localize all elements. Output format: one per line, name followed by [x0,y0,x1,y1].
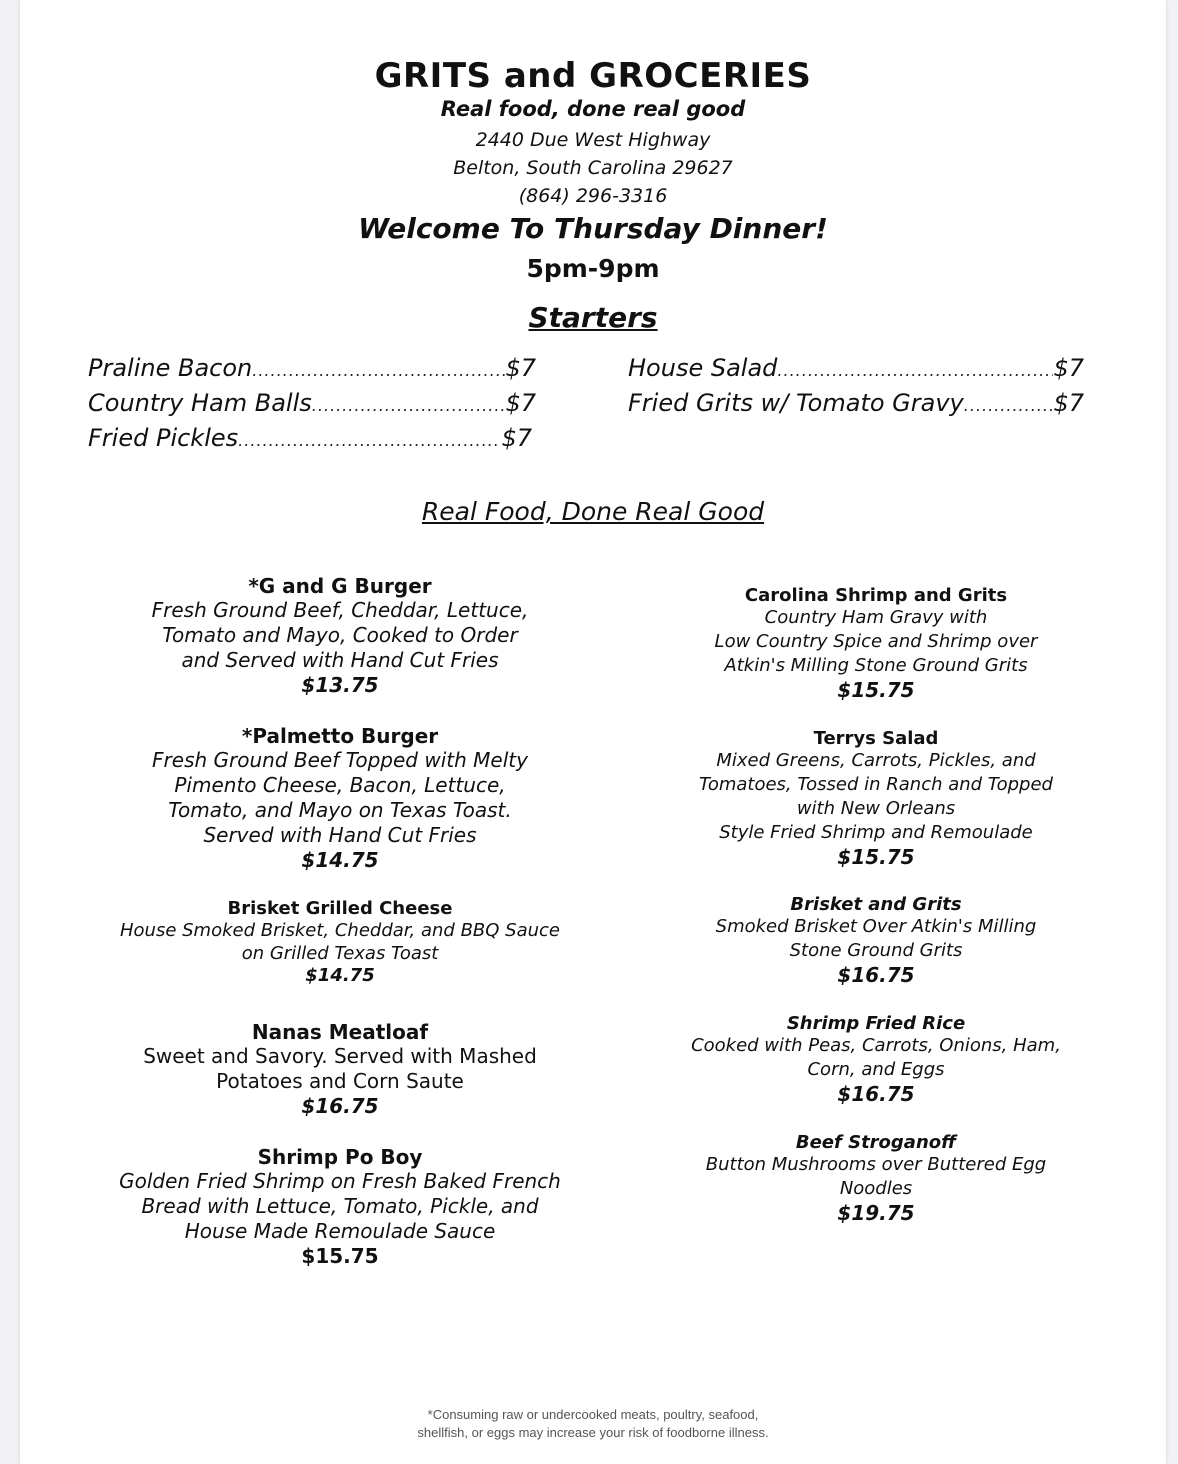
disclaimer-line: *Consuming raw or undercooked meats, poultry, seafood, [427,1407,759,1422]
starter-item [628,354,1084,382]
menu-item [100,724,580,872]
starter-name: Fried Grits w/ Tomato Gravy [628,389,964,417]
item-name: Shrimp Po Boy [257,1145,423,1169]
item-name: Brisket Grilled Cheese [227,898,453,919]
item-description: Fresh Ground Beef Topped with Melty Pimento Cheese, Bacon, Lettuce, Tomato, and Mayo on Texas Toast. Served with Hand Cut Fries [152,748,528,847]
restaurant-name: GRITS and GROCERIES [374,56,812,96]
starter-name: House Salad [628,354,778,382]
mains-heading: Real Food, Done Real Good [421,497,765,526]
starter-name: Fried Pickles [88,424,239,452]
leader-dots [964,396,1054,415]
item-description: Fresh Ground Beef, Cheddar, Lettuce, Tomato and Mayo, Cooked to Order and Served with Hand Cut Fries [151,598,529,672]
menu-item [646,728,1106,869]
menu-item [100,1020,580,1118]
starter-item [88,354,536,382]
disclaimer-line: shellfish, or eggs may increase your risk of foodborne illness. [417,1425,769,1440]
item-price: $15.75 [837,678,915,702]
starters-heading: Starters [528,301,658,334]
hours: 5pm-9pm [526,254,660,283]
item-description: Button Mushrooms over Buttered Egg Noodles [705,1154,1047,1199]
starter-price: $7 [505,354,536,382]
item-price: $13.75 [301,673,379,697]
item-description: Mixed Greens, Carrots, Pickles, and Tomatoes, Tossed in Ranch and Topped with New Orleans Style Fried Shrimp and Remoulade [699,750,1053,843]
starter-price: $7 [501,424,532,452]
menu-item [100,898,580,986]
address-city: Belton, South Carolina 29627 [453,157,733,179]
starter-price: $7 [1053,354,1084,382]
menu-item [646,1013,1106,1106]
item-name: Terrys Salad [813,728,939,749]
starter-item [88,389,536,417]
item-price: $14.75 [305,965,375,986]
item-name: Shrimp Fried Rice [786,1013,966,1034]
item-description: Smoked Brisket Over Atkin's Milling Stone Ground Grits [715,916,1037,961]
starter-item [628,389,1084,417]
starter-name: Country Ham Balls [88,389,312,417]
item-name: Brisket and Grits [790,894,962,915]
item-name: *G and G Burger [248,574,432,598]
item-description: Country Ham Gravy with Low Country Spice and Shrimp over Atkin's Milling Stone Ground Grits [714,607,1038,676]
item-price: $14.75 [301,848,379,872]
item-name: Nanas Meatloaf [251,1020,429,1044]
menu-item [100,1145,580,1268]
item-description: Sweet and Savory. Served with Mashed Potatoes and Corn Saute [143,1044,537,1093]
menu-item [646,1132,1106,1225]
leader-dots [777,361,1053,380]
leader-dots [238,431,501,450]
item-price: $16.75 [301,1094,379,1118]
leader-dots [312,396,506,415]
leader-dots [252,361,505,380]
starter-item [88,424,532,452]
phone-number: (864) 296-3316 [518,185,668,207]
starter-price: $7 [505,389,536,417]
item-description: Golden Fried Shrimp on Fresh Baked French Bread with Lettuce, Tomato, Pickle, and House Made Remoulade Sauce [119,1169,561,1243]
welcome-heading: Welcome To Thursday Dinner! [358,212,828,245]
item-name: Beef Stroganoff [795,1132,957,1153]
menu-page [20,0,1166,1464]
item-price: $15.75 [837,845,915,869]
item-price: $16.75 [837,963,915,987]
item-price: $15.75 [301,1244,379,1268]
starter-name: Praline Bacon [88,354,253,382]
starter-price: $7 [1053,389,1084,417]
item-price: $16.75 [837,1082,915,1106]
item-description: Cooked with Peas, Carrots, Onions, Ham, Corn, and Eggs [691,1035,1061,1080]
menu-item [646,585,1106,702]
food-safety-disclaimer [20,1406,1166,1442]
address-street: 2440 Due West Highway [475,129,711,151]
tagline: Real food, done real good [440,97,746,121]
item-name: *Palmetto Burger [241,724,439,748]
item-price: $19.75 [837,1201,915,1225]
menu-item [100,574,580,697]
item-name: Carolina Shrimp and Grits [744,585,1008,606]
menu-item [646,894,1106,987]
item-description: House Smoked Brisket, Cheddar, and BBQ Sauce on Grilled Texas Toast [119,920,560,964]
